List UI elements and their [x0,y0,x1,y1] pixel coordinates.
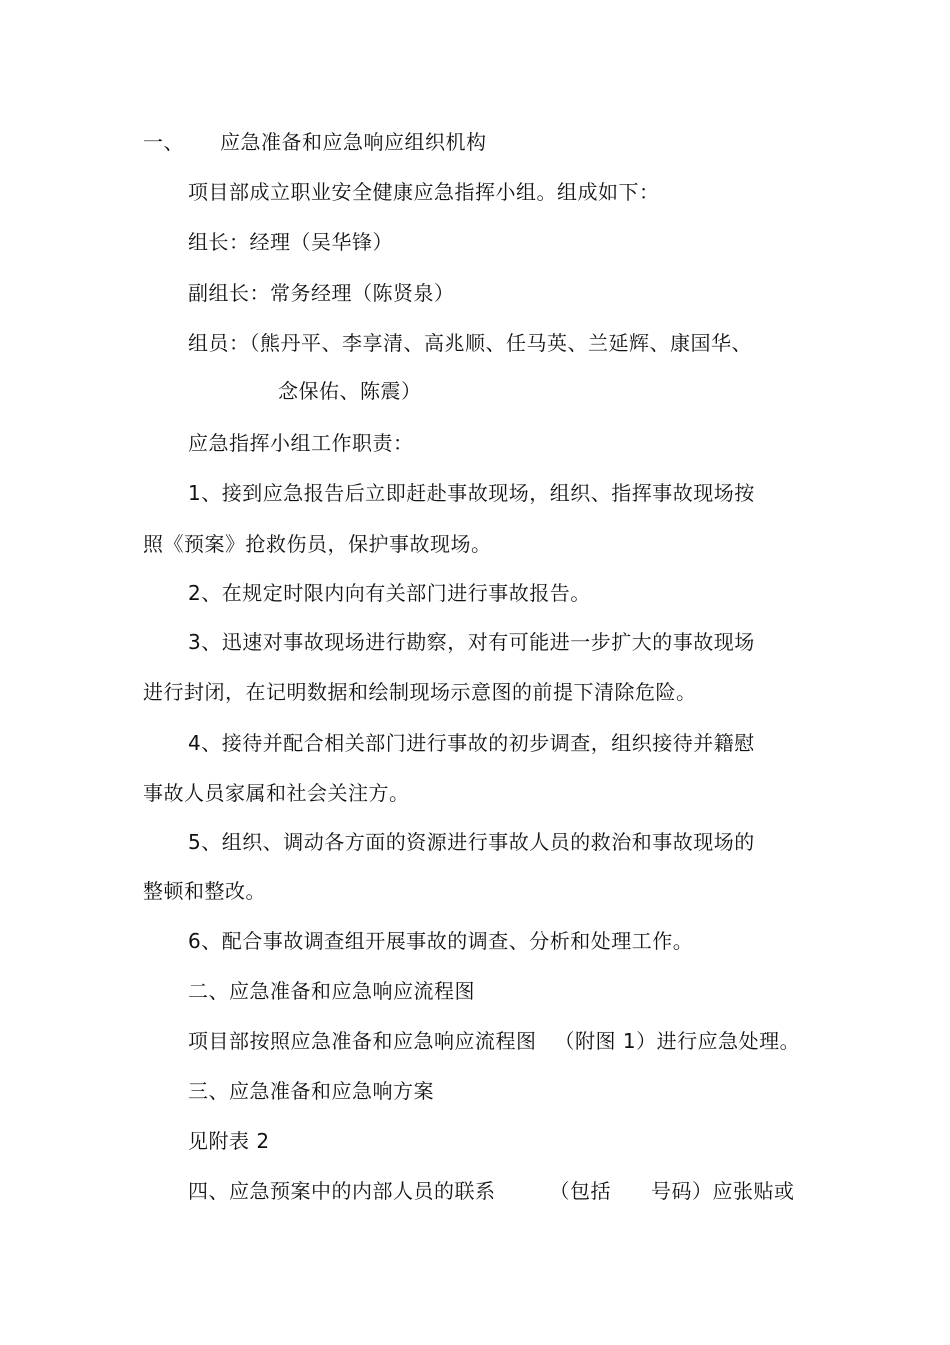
duty-3-line-1: 3、迅速对事故现场进行勘察，对有可能进一步扩大的事故现场 [188,630,755,654]
members-line-2: 念保佑、陈震） [278,379,422,403]
duty-5-line-2: 整顿和整改。 [143,879,266,903]
section-1-heading [143,130,487,154]
duty-1-line-1: 1、接到应急报告后立即赶赴事故现场，组织、指挥事故现场按 [188,481,755,505]
deputy-leader-line: 副组长：常务经理（陈贤泉） [188,281,455,305]
duty-4-line-2: 事故人员家属和社会关注方。 [143,781,410,805]
section-4-title-part-3: 号码）应张贴或 [651,1179,795,1203]
section-3-heading: 三、应急准备和应急响方案 [188,1079,434,1103]
section-2-body [188,1029,800,1053]
section-1-number: 一、 [143,130,184,154]
section-3-body: 见附表 2 [188,1129,270,1153]
duty-3-line-2: 进行封闭，在记明数据和绘制现场示意图的前提下清除危险。 [143,680,697,704]
section-4-title-part-1: 四、应急预案中的内部人员的联系 [188,1179,496,1203]
members-line-1: 组员：（熊丹平、李享清、高兆顺、任马英、兰延辉、康国华、 [188,331,752,355]
section-1-title: 应急准备和应急响应组织机构 [220,130,487,154]
duty-1-line-2: 照《预案》抢救伤员，保护事故现场。 [143,532,492,556]
section-4-title-part-2: （包括 [549,1179,611,1203]
duty-5-line-1: 5、组织、调动各方面的资源进行事故人员的救治和事故现场的 [188,830,755,854]
section-2-body-reference: （附图 1）进行应急处理。 [554,1029,801,1053]
leader-line: 组长：经理（吴华锋） [188,230,393,254]
intro-paragraph: 项目部成立职业安全健康应急指挥小组。组成如下： [188,180,660,204]
section-2-heading: 二、应急准备和应急响应流程图 [188,979,475,1003]
duty-2: 2、在规定时限内向有关部门进行事故报告。 [188,581,591,605]
duty-4-line-1: 4、接待并配合相关部门进行事故的初步调查，组织接待并籍慰 [188,731,755,755]
duties-heading: 应急指挥小组工作职责： [188,431,414,455]
duty-6: 6、配合事故调查组开展事故的调查、分析和处理工作。 [188,929,694,953]
section-4-heading [188,1179,795,1203]
section-2-body-text: 项目部按照应急准备和应急响应流程图 [188,1029,537,1053]
